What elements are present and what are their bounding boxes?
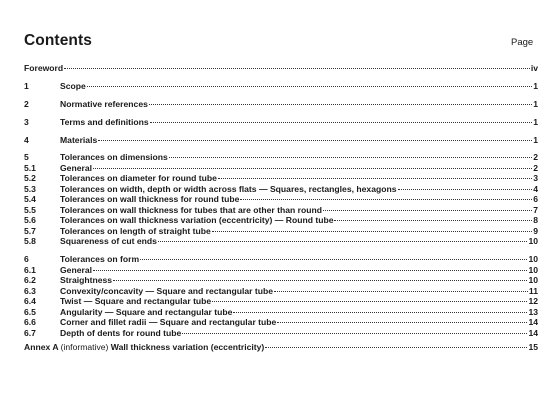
toc-entry-number: 5.8 xyxy=(24,236,36,247)
toc-entry[interactable] xyxy=(24,307,538,318)
dot-leader xyxy=(113,280,527,281)
toc-entry-title: Twist — Square and rectangular tube xyxy=(60,296,212,307)
toc-entry-number: 5.5 xyxy=(24,204,36,215)
dot-leader xyxy=(182,333,527,334)
toc-entry-title: Normative references xyxy=(60,98,148,109)
dot-leader xyxy=(158,241,527,242)
annex-qualifier: (informative) xyxy=(60,341,109,352)
toc-entry-page: 1 xyxy=(533,134,538,145)
toc-entry-number: 5.1 xyxy=(24,162,36,173)
dot-leader xyxy=(98,140,532,141)
toc-entry[interactable] xyxy=(24,184,538,195)
toc-entry-number: 4 xyxy=(24,134,29,145)
page-column-label: Page xyxy=(511,37,534,48)
toc-entry-page: 8 xyxy=(533,215,538,226)
toc-entry[interactable] xyxy=(24,117,538,128)
toc-entry-page: 3 xyxy=(533,173,538,184)
toc-entry[interactable] xyxy=(24,328,538,339)
toc-entry-number: 6.1 xyxy=(24,264,36,275)
toc-entry-page: 1 xyxy=(533,98,538,109)
toc-entry-page: 11 xyxy=(528,285,538,296)
toc-entry-page: 10 xyxy=(528,275,538,286)
toc-entry-number: 6 xyxy=(24,254,29,265)
annex-title: Wall thickness variation (eccentricity) xyxy=(110,341,265,352)
dot-leader xyxy=(212,301,527,302)
toc-entry-title xyxy=(24,342,264,353)
toc-entry[interactable] xyxy=(24,226,538,237)
toc-entry[interactable] xyxy=(24,173,538,184)
toc-entry-title: Foreword xyxy=(24,63,64,73)
toc-entry-number: 2 xyxy=(24,98,29,109)
dot-leader xyxy=(398,189,533,190)
toc-entry-number: 6.3 xyxy=(24,285,36,296)
toc-entry-page: 13 xyxy=(528,306,538,317)
toc-entry-title: Convexity/concavity — Square and rectangular tube xyxy=(60,285,273,296)
dot-leader xyxy=(240,199,532,200)
toc-entry[interactable] xyxy=(24,342,538,353)
toc-entry-title: Terms and definitions xyxy=(60,116,149,127)
toc-entry[interactable] xyxy=(24,194,538,205)
toc-entry-page: 15 xyxy=(528,341,538,352)
toc-entry-page: 14 xyxy=(528,317,538,328)
toc-entry-title: General xyxy=(60,264,93,275)
toc-entry[interactable] xyxy=(24,286,538,297)
toc-entry-number: 5.3 xyxy=(24,183,36,194)
toc-entry-title: Corner and fillet radii — Square and rectangular tube xyxy=(60,317,277,328)
toc-entry-title: Materials xyxy=(60,134,98,145)
dot-leader xyxy=(334,220,532,221)
toc-entry-number: 6.4 xyxy=(24,296,36,307)
toc-entry-page: 1 xyxy=(533,116,538,127)
toc-entry-page: 12 xyxy=(528,296,538,307)
toc-entry-page: 4 xyxy=(533,183,538,194)
dot-leader xyxy=(169,157,532,158)
toc-entry-number: 5.6 xyxy=(24,215,36,226)
toc-entry-title: Squareness of cut ends xyxy=(60,236,157,247)
toc-entry[interactable] xyxy=(24,275,538,286)
dot-leader xyxy=(265,347,527,348)
toc-entry[interactable] xyxy=(24,254,538,265)
toc-entry-number: 6.2 xyxy=(24,275,36,286)
toc-entry-number: 5.4 xyxy=(24,194,36,205)
toc-entry[interactable] xyxy=(24,317,538,328)
toc-entry-number: 5 xyxy=(24,152,29,163)
toc-entry-page: 14 xyxy=(528,327,538,338)
toc-entry[interactable] xyxy=(24,296,538,307)
dot-leader xyxy=(64,68,530,69)
toc-entry-number: 5.7 xyxy=(24,225,36,236)
toc-entry-page: 1 xyxy=(533,80,538,91)
toc-entry[interactable] xyxy=(24,152,538,163)
toc-entry-page: 10 xyxy=(528,264,538,275)
toc-entry-number: 6.5 xyxy=(24,306,36,317)
toc-entry-title: Angularity — Square and rectangular tube xyxy=(60,306,233,317)
toc-entry-page: 2 xyxy=(533,152,538,163)
dot-leader xyxy=(218,178,532,179)
toc-entry-number: 6.6 xyxy=(24,317,36,328)
toc-entry[interactable] xyxy=(24,81,538,92)
annex-label: Annex A xyxy=(24,341,59,352)
dot-leader xyxy=(323,210,532,211)
toc-entry[interactable] xyxy=(24,163,538,174)
toc-entry[interactable] xyxy=(24,135,538,146)
dot-leader xyxy=(150,122,533,123)
toc-entry-page: 10 xyxy=(528,254,538,265)
toc-entry-title: Tolerances on wall thickness for round tube xyxy=(60,194,240,205)
toc-entry-title: Tolerances on form xyxy=(60,254,140,265)
dot-leader xyxy=(93,168,532,169)
dot-leader xyxy=(140,259,527,260)
toc-entry-title: Scope xyxy=(60,80,86,91)
toc-entry-title: Tolerances on dimensions xyxy=(60,152,168,163)
dot-leader xyxy=(149,104,532,105)
toc-entry-title: Straightness xyxy=(60,275,113,286)
toc-entry-page: 7 xyxy=(533,204,538,215)
toc-entry-title: Tolerances on length of straight tube xyxy=(60,225,211,236)
toc-entry-title: Tolerances on width, depth or width across flats — Squares, rectangles, hexagons xyxy=(60,183,397,194)
toc-entry-page: 2 xyxy=(533,162,538,173)
dot-leader xyxy=(212,231,533,232)
toc-entry-number: 3 xyxy=(24,116,29,127)
toc-entry[interactable] xyxy=(24,236,538,247)
toc-entry[interactable] xyxy=(24,265,538,276)
toc-entry[interactable] xyxy=(24,63,538,74)
dot-leader xyxy=(277,322,527,323)
dot-leader xyxy=(233,312,527,313)
toc-entry-title: Tolerances on wall thickness variation (eccentricity) — Round tube xyxy=(60,215,334,226)
table-of-contents xyxy=(24,63,538,352)
toc-entry-title: Tolerances on diameter for round tube xyxy=(60,173,217,184)
toc-entry-page: iv xyxy=(530,63,538,73)
dot-leader xyxy=(93,270,527,271)
toc-entry-page: 6 xyxy=(533,194,538,205)
toc-entry-page: 9 xyxy=(533,225,538,236)
toc-entry-number: 1 xyxy=(24,80,29,91)
toc-entry-page: 10 xyxy=(528,236,538,247)
toc-entry-title: Tolerances on wall thickness for tubes that are other than round xyxy=(60,204,322,215)
toc-entry[interactable] xyxy=(24,99,538,110)
toc-entry[interactable] xyxy=(24,205,538,216)
page-title: Contents xyxy=(24,32,92,49)
toc-entry-number: 6.7 xyxy=(24,327,36,338)
dot-leader xyxy=(87,86,532,87)
toc-entry[interactable] xyxy=(24,215,538,226)
dot-leader xyxy=(274,291,528,292)
toc-entry-title: Depth of dents for round tube xyxy=(60,327,182,338)
toc-entry-number: 5.2 xyxy=(24,173,36,184)
toc-entry-title: General xyxy=(60,162,93,173)
